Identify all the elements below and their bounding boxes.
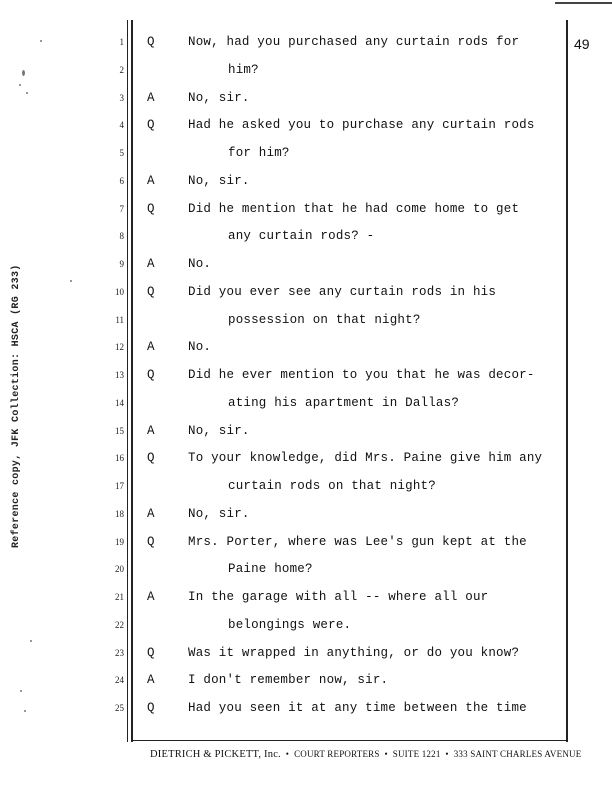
transcript-line xyxy=(0,592,612,620)
speaker-label: A xyxy=(147,173,155,188)
testimony-text: No, sir. xyxy=(188,90,250,105)
line-number: 11 xyxy=(115,314,124,325)
line-number: 5 xyxy=(119,148,124,158)
transcript-line xyxy=(0,173,612,204)
transcript-line xyxy=(0,617,612,648)
transcript-line xyxy=(0,37,612,65)
testimony-text: No, sir. xyxy=(188,506,250,521)
page-number: 49 xyxy=(574,36,590,52)
scan-speck xyxy=(22,70,25,76)
transcript-line xyxy=(0,312,612,343)
testimony-text: No, sir. xyxy=(188,173,250,188)
testimony-text: To your knowledge, did Mrs. Paine give him any xyxy=(188,451,543,466)
speaker-label: A xyxy=(147,590,155,604)
testimony-text: belongings were. xyxy=(228,617,352,632)
speaker-label: A xyxy=(147,257,155,271)
speaker-label: Q xyxy=(147,284,155,299)
testimony-text: No. xyxy=(188,257,212,271)
footer-suite: SUITE 1221 xyxy=(392,749,441,759)
line-number: 19 xyxy=(115,536,124,547)
footer-firm: DIETRICH & PICKETT, Inc. xyxy=(150,749,281,760)
speaker-label: A xyxy=(147,423,155,438)
transcript-line xyxy=(0,201,612,232)
testimony-text: him? xyxy=(228,62,259,77)
scan-speck xyxy=(26,92,28,94)
speaker-label: A xyxy=(147,506,155,521)
testimony-text: Had you seen it at any time between the time xyxy=(188,701,527,715)
testimony-text: Now, had you purchased any curtain rods for xyxy=(188,35,520,49)
transcript-line xyxy=(0,675,612,703)
line-number: 13 xyxy=(115,370,124,380)
testimony-text: possession on that night? xyxy=(228,312,421,327)
top-corner-rule xyxy=(555,2,612,4)
line-number: 8 xyxy=(119,231,124,242)
testimony-text: Mrs. Porter, where was Lee's gun kept at the xyxy=(188,534,527,549)
footer-separator: • xyxy=(445,749,449,759)
transcript-line xyxy=(0,62,612,93)
testimony-text: for him? xyxy=(228,146,290,160)
testimony-text: In the garage with all -- where all our xyxy=(188,590,489,604)
speaker-label: A xyxy=(147,340,155,355)
footer-court-reporters: COURT REPORTERS xyxy=(294,749,380,759)
speaker-label: A xyxy=(147,90,155,105)
line-number: 20 xyxy=(115,564,124,575)
scan-speck xyxy=(40,40,42,42)
line-number: 9 xyxy=(119,259,124,269)
transcript-line xyxy=(0,395,612,426)
scan-speck xyxy=(30,640,32,642)
testimony-text: ating his apartment in Dallas? xyxy=(228,395,460,410)
line-number: 22 xyxy=(115,619,124,630)
transcript-line xyxy=(0,481,612,509)
testimony-text: Did he ever mention to you that he was decor- xyxy=(188,368,535,382)
transcript-line xyxy=(0,284,612,315)
transcript-line xyxy=(0,120,612,148)
testimony-text: Was it wrapped in anything, or do you know? xyxy=(188,645,520,660)
line-number: 18 xyxy=(115,508,124,519)
testimony-text: No. xyxy=(188,340,212,355)
testimony-text: Did he mention that he had come home to get xyxy=(188,201,520,216)
speaker-label: Q xyxy=(147,701,155,715)
line-number: 1 xyxy=(119,37,124,47)
transcript-line xyxy=(0,506,612,537)
transcript-line xyxy=(0,342,612,370)
transcript-line xyxy=(0,231,612,259)
testimony-text: I don't remember now, sir. xyxy=(188,673,389,688)
speaker-label: Q xyxy=(147,645,155,660)
testimony-text: any curtain rods? - xyxy=(228,229,375,244)
transcript-line xyxy=(0,423,612,454)
line-number: 25 xyxy=(115,703,124,713)
line-number: 17 xyxy=(115,481,124,491)
line-number: 16 xyxy=(115,453,124,464)
line-number: 23 xyxy=(115,647,124,658)
line-number: 6 xyxy=(119,175,124,186)
speaker-label: A xyxy=(147,673,155,688)
line-number: 7 xyxy=(119,203,124,214)
speaker-label: Q xyxy=(147,451,155,466)
scan-speck xyxy=(70,280,72,282)
footer xyxy=(150,749,582,760)
scan-speck xyxy=(20,690,22,692)
testimony-text: No, sir. xyxy=(188,423,250,438)
line-number: 24 xyxy=(115,675,124,686)
transcript-line xyxy=(0,148,612,176)
line-number: 2 xyxy=(119,64,124,75)
footer-separator: • xyxy=(384,749,388,759)
transcript-line xyxy=(0,259,612,287)
transcript-line xyxy=(0,370,612,398)
footer-separator: • xyxy=(285,749,290,759)
bottom-rule xyxy=(131,740,568,741)
line-number: 21 xyxy=(115,592,124,602)
line-number: 14 xyxy=(115,397,124,408)
transcript-line xyxy=(0,90,612,121)
footer-address: 333 SAINT CHARLES AVENUE xyxy=(453,749,582,759)
testimony-text: Did you ever see any curtain rods in his xyxy=(188,284,497,299)
speaker-label: Q xyxy=(147,35,155,49)
line-number: 10 xyxy=(115,286,124,297)
transcript-line xyxy=(0,534,612,565)
transcript-line xyxy=(0,703,612,731)
transcript-line xyxy=(0,645,612,676)
speaker-label: Q xyxy=(147,534,155,549)
line-number: 4 xyxy=(119,120,124,131)
reference-copy-note: Reference copy, JFK Collection: HSCA (RG 233) xyxy=(11,264,22,548)
speaker-label: Q xyxy=(147,201,155,216)
transcript-line xyxy=(0,564,612,592)
line-number: 12 xyxy=(115,342,124,353)
line-number: 3 xyxy=(119,92,124,103)
scan-speck xyxy=(19,84,21,86)
testimony-text: Had he asked you to purchase any curtain rods xyxy=(188,118,535,133)
testimony-text: Paine home? xyxy=(228,562,313,577)
transcript-line xyxy=(0,453,612,481)
speaker-label: Q xyxy=(147,368,155,382)
testimony-text: curtain rods on that night? xyxy=(228,479,436,493)
speaker-label: Q xyxy=(147,118,155,133)
line-number: 15 xyxy=(115,425,124,436)
scan-speck xyxy=(24,710,26,712)
